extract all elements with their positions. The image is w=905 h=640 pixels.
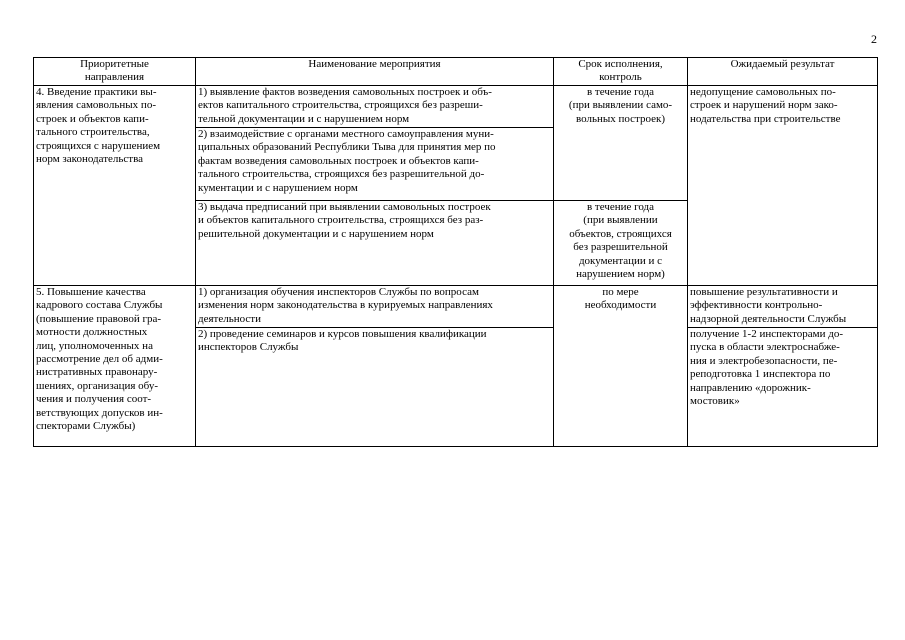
table-row: [34, 86, 878, 128]
section4-result: недопущение самовольных по- строек и нарушений норм зако- нодательства при строительстве: [688, 86, 878, 286]
section5-deadline: по мере необходимости: [554, 286, 688, 447]
header-direction: Приоритетные направления: [34, 58, 196, 86]
section4-measure-3: 3) выдача предписаний при выявлении самовольных построек и объектов капитального строительства, строящихся без раз- решительной документации и с нарушением норм: [196, 201, 554, 286]
header-measure: Наименование мероприятия: [196, 58, 554, 86]
section5-direction: 5. Повышение качества кадрового состава Службы (повышение правовой гра- мотности должностных лиц, уполномоченных на рассмотрение дел об адми- нистративных правонару- шениях, организация обу- чения и получения соот- ветствующих допусков ин- спекторами Службы): [34, 286, 196, 447]
section4-measure-2: 2) взаимодействие с органами местного самоуправления муни- ципальных образований Республики Тыва для принятия мер по фактам возведения самовольных построек и объектов капи- тального строительства, строящихся без разрешительной до- кументации и с нарушением норм: [196, 128, 554, 201]
section5-result-1: повышение результативности и эффективности контрольно- надзорной деятельности Службы: [688, 286, 878, 328]
section5-measure-2: 2) проведение семинаров и курсов повышения квалификации инспекторов Службы: [196, 328, 554, 447]
section5-result-2: получение 1-2 инспекторами до- пуска в области электроснабже- ния и электробезопасности, пе- реподготовка 1 инспектора по направлению «дорожник- мостовик»: [688, 328, 878, 447]
page-number: 2: [871, 32, 877, 46]
section4-direction: 4. Введение практики вы- явления самовольных по- строек и объектов капи- тального строительства, строящихся с нарушением норм законодательства: [34, 86, 196, 286]
header-deadline: Срок исполнения, контроль: [554, 58, 688, 86]
section5-measure-1: 1) организация обучения инспекторов Службы по вопросам изменения норм законодательства в курируемых направлениях деятельности: [196, 286, 554, 328]
section4-deadline-2: в течение года (при выявлении объектов, строящихся без разрешительной документации и с нарушением норм): [554, 201, 688, 286]
header-result: Ожидаемый результат: [688, 58, 878, 86]
table-row: [34, 286, 878, 328]
section4-deadline-1: в течение года (при выявлении само- вольных построек): [554, 86, 688, 201]
table-header-row: [34, 58, 878, 86]
section4-measure-1: 1) выявление фактов возведения самовольных построек и объ- ектов капитального строительства, строящихся без разреши- тельной документации и с нарушением норм: [196, 86, 554, 128]
action-plan-table: [33, 57, 878, 447]
